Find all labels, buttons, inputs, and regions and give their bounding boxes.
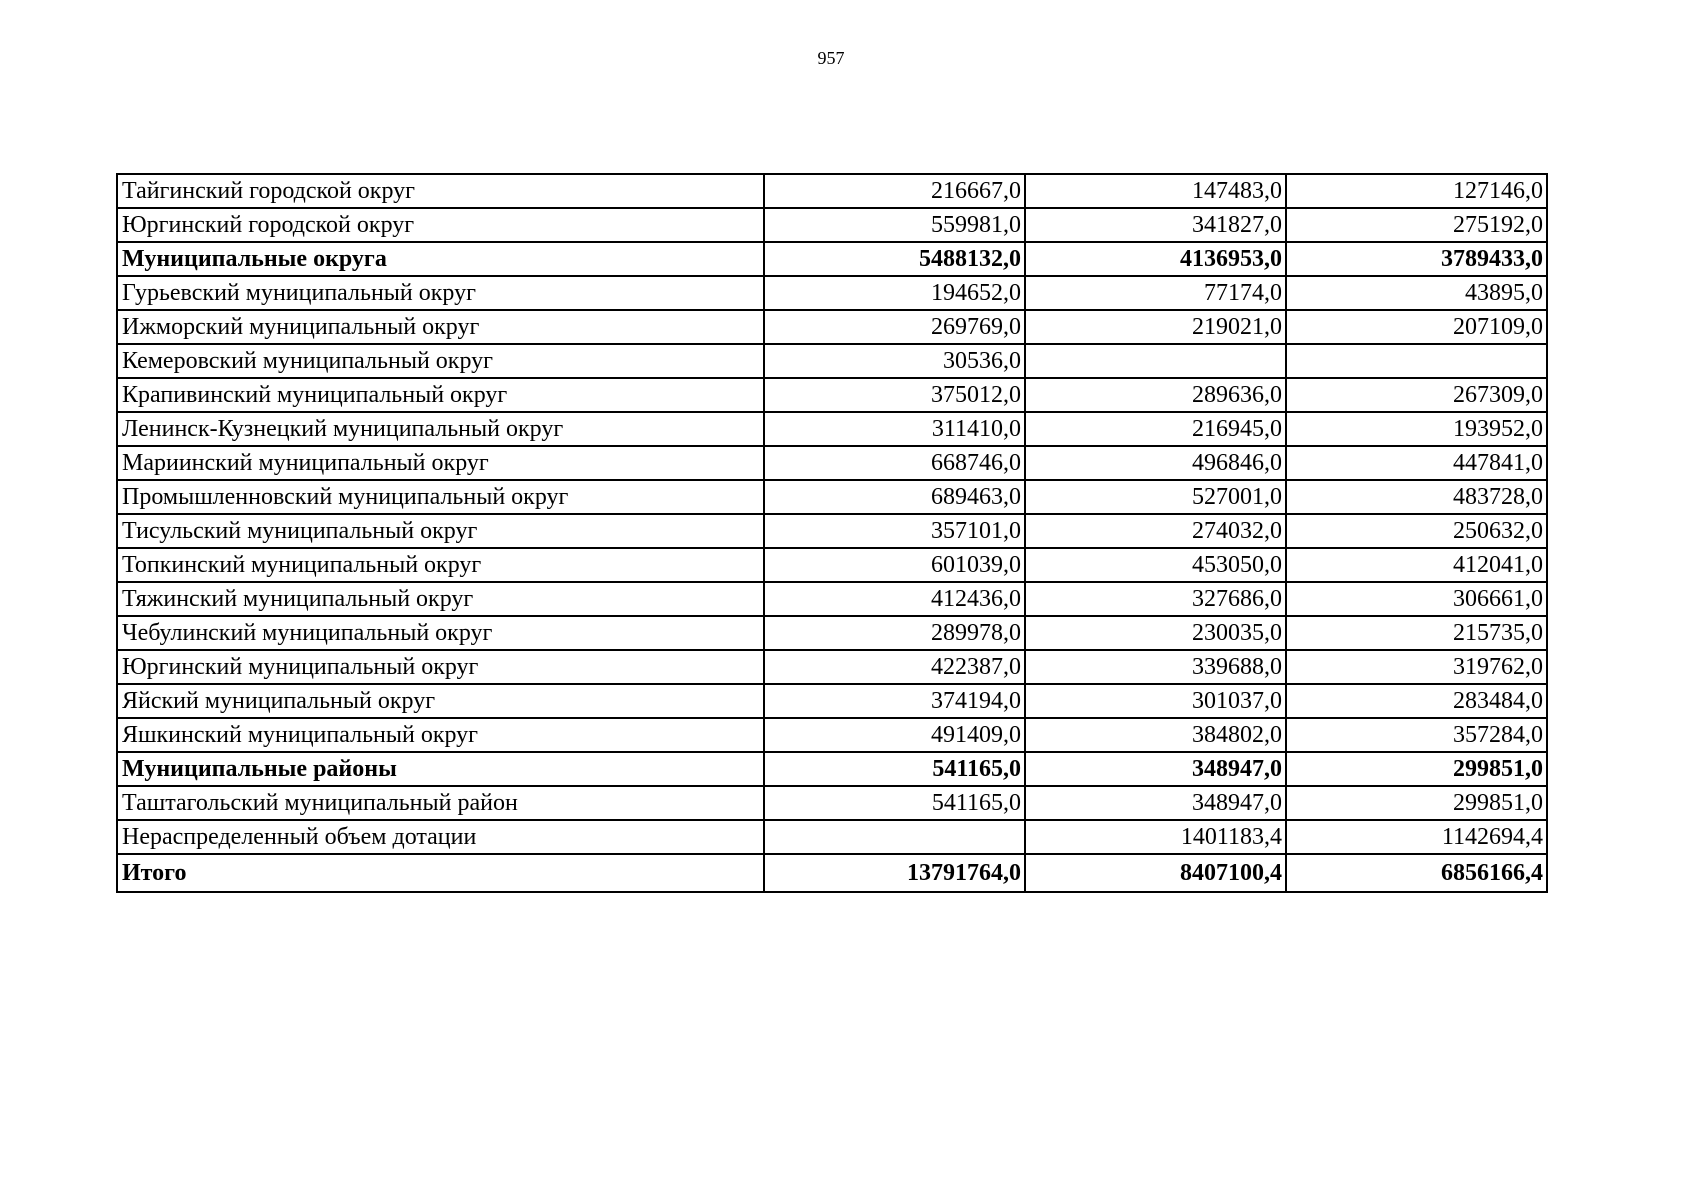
- row-value-1-cell: 269769,0: [764, 310, 1025, 344]
- row-value-2-cell: 77174,0: [1025, 276, 1286, 310]
- row-value-3-cell: 483728,0: [1286, 480, 1547, 514]
- row-name-cell: Муниципальные округа: [117, 242, 764, 276]
- row-name-cell: Тяжинский муниципальный округ: [117, 582, 764, 616]
- row-name-cell: Таштагольский муниципальный район: [117, 786, 764, 820]
- row-name-cell: Мариинский муниципальный округ: [117, 446, 764, 480]
- row-value-2-cell: 1401183,4: [1025, 820, 1286, 854]
- row-value-3-cell: 299851,0: [1286, 752, 1547, 786]
- row-name-cell: Яйский муниципальный округ: [117, 684, 764, 718]
- row-value-1-cell: 30536,0: [764, 344, 1025, 378]
- table-row: [117, 854, 1547, 892]
- row-name-cell: Гурьевский муниципальный округ: [117, 276, 764, 310]
- row-value-3-cell: 193952,0: [1286, 412, 1547, 446]
- row-name-cell: Тисульский муниципальный округ: [117, 514, 764, 548]
- budget-table-body: [117, 174, 1547, 892]
- page-number: 957: [817, 48, 845, 68]
- row-name-cell: Итого: [117, 854, 764, 892]
- row-value-2-cell: 230035,0: [1025, 616, 1286, 650]
- table-row: [117, 582, 1547, 616]
- row-value-3-cell: [1286, 344, 1547, 378]
- row-value-3-cell: 207109,0: [1286, 310, 1547, 344]
- table-row: [117, 208, 1547, 242]
- row-value-1-cell: 216667,0: [764, 174, 1025, 208]
- row-value-2-cell: 341827,0: [1025, 208, 1286, 242]
- table-row: [117, 650, 1547, 684]
- row-value-3-cell: 1142694,4: [1286, 820, 1547, 854]
- table-row: [117, 310, 1547, 344]
- table-row: [117, 616, 1547, 650]
- row-value-2-cell: 219021,0: [1025, 310, 1286, 344]
- table-row: [117, 480, 1547, 514]
- row-value-2-cell: 216945,0: [1025, 412, 1286, 446]
- row-value-3-cell: 447841,0: [1286, 446, 1547, 480]
- table-row: [117, 242, 1547, 276]
- row-value-1-cell: 412436,0: [764, 582, 1025, 616]
- row-value-2-cell: 384802,0: [1025, 718, 1286, 752]
- row-value-1-cell: 289978,0: [764, 616, 1025, 650]
- row-value-2-cell: 453050,0: [1025, 548, 1286, 582]
- table-row: [117, 514, 1547, 548]
- row-value-1-cell: 374194,0: [764, 684, 1025, 718]
- row-value-3-cell: 3789433,0: [1286, 242, 1547, 276]
- row-value-1-cell: 375012,0: [764, 378, 1025, 412]
- row-name-cell: Юргинский муниципальный округ: [117, 650, 764, 684]
- row-value-2-cell: 527001,0: [1025, 480, 1286, 514]
- row-value-3-cell: 299851,0: [1286, 786, 1547, 820]
- table-row: [117, 786, 1547, 820]
- row-name-cell: Ижморский муниципальный округ: [117, 310, 764, 344]
- row-value-1-cell: 559981,0: [764, 208, 1025, 242]
- row-name-cell: Ленинск-Кузнецкий муниципальный округ: [117, 412, 764, 446]
- row-value-3-cell: 275192,0: [1286, 208, 1547, 242]
- row-value-2-cell: 339688,0: [1025, 650, 1286, 684]
- row-value-1-cell: [764, 820, 1025, 854]
- row-value-3-cell: 357284,0: [1286, 718, 1547, 752]
- row-value-1-cell: 491409,0: [764, 718, 1025, 752]
- row-value-2-cell: [1025, 344, 1286, 378]
- table-row: [117, 820, 1547, 854]
- row-name-cell: Крапивинский муниципальный округ: [117, 378, 764, 412]
- row-name-cell: Промышленновский муниципальный округ: [117, 480, 764, 514]
- row-value-1-cell: 357101,0: [764, 514, 1025, 548]
- row-value-2-cell: 348947,0: [1025, 786, 1286, 820]
- row-value-1-cell: 13791764,0: [764, 854, 1025, 892]
- row-value-3-cell: 127146,0: [1286, 174, 1547, 208]
- row-value-3-cell: 267309,0: [1286, 378, 1547, 412]
- row-value-1-cell: 601039,0: [764, 548, 1025, 582]
- table-row: [117, 276, 1547, 310]
- table-row: [117, 752, 1547, 786]
- row-value-1-cell: 668746,0: [764, 446, 1025, 480]
- row-value-2-cell: 4136953,0: [1025, 242, 1286, 276]
- row-value-3-cell: 43895,0: [1286, 276, 1547, 310]
- row-value-1-cell: 689463,0: [764, 480, 1025, 514]
- row-value-1-cell: 541165,0: [764, 752, 1025, 786]
- budget-table: [116, 173, 1548, 893]
- table-row: [117, 412, 1547, 446]
- row-value-3-cell: 215735,0: [1286, 616, 1547, 650]
- row-value-2-cell: 274032,0: [1025, 514, 1286, 548]
- row-value-1-cell: 541165,0: [764, 786, 1025, 820]
- table-row: [117, 378, 1547, 412]
- row-name-cell: Чебулинский муниципальный округ: [117, 616, 764, 650]
- row-value-3-cell: 306661,0: [1286, 582, 1547, 616]
- row-value-3-cell: 250632,0: [1286, 514, 1547, 548]
- row-value-2-cell: 496846,0: [1025, 446, 1286, 480]
- table-row: [117, 684, 1547, 718]
- row-value-1-cell: 422387,0: [764, 650, 1025, 684]
- row-value-1-cell: 311410,0: [764, 412, 1025, 446]
- row-value-3-cell: 319762,0: [1286, 650, 1547, 684]
- row-value-3-cell: 412041,0: [1286, 548, 1547, 582]
- row-name-cell: Юргинский городской округ: [117, 208, 764, 242]
- row-name-cell: Нераспределенный объем дотации: [117, 820, 764, 854]
- row-value-3-cell: 283484,0: [1286, 684, 1547, 718]
- row-name-cell: Муниципальные районы: [117, 752, 764, 786]
- table-row: [117, 548, 1547, 582]
- row-value-2-cell: 289636,0: [1025, 378, 1286, 412]
- row-name-cell: Яшкинский муниципальный округ: [117, 718, 764, 752]
- row-name-cell: Кемеровский муниципальный округ: [117, 344, 764, 378]
- table-row: [117, 174, 1547, 208]
- table-row: [117, 718, 1547, 752]
- row-value-2-cell: 8407100,4: [1025, 854, 1286, 892]
- row-name-cell: Тайгинский городской округ: [117, 174, 764, 208]
- row-value-3-cell: 6856166,4: [1286, 854, 1547, 892]
- table-row: [117, 446, 1547, 480]
- row-value-1-cell: 194652,0: [764, 276, 1025, 310]
- row-value-2-cell: 147483,0: [1025, 174, 1286, 208]
- row-value-2-cell: 327686,0: [1025, 582, 1286, 616]
- row-value-2-cell: 348947,0: [1025, 752, 1286, 786]
- row-name-cell: Топкинский муниципальный округ: [117, 548, 764, 582]
- table-row: [117, 344, 1547, 378]
- row-value-1-cell: 5488132,0: [764, 242, 1025, 276]
- row-value-2-cell: 301037,0: [1025, 684, 1286, 718]
